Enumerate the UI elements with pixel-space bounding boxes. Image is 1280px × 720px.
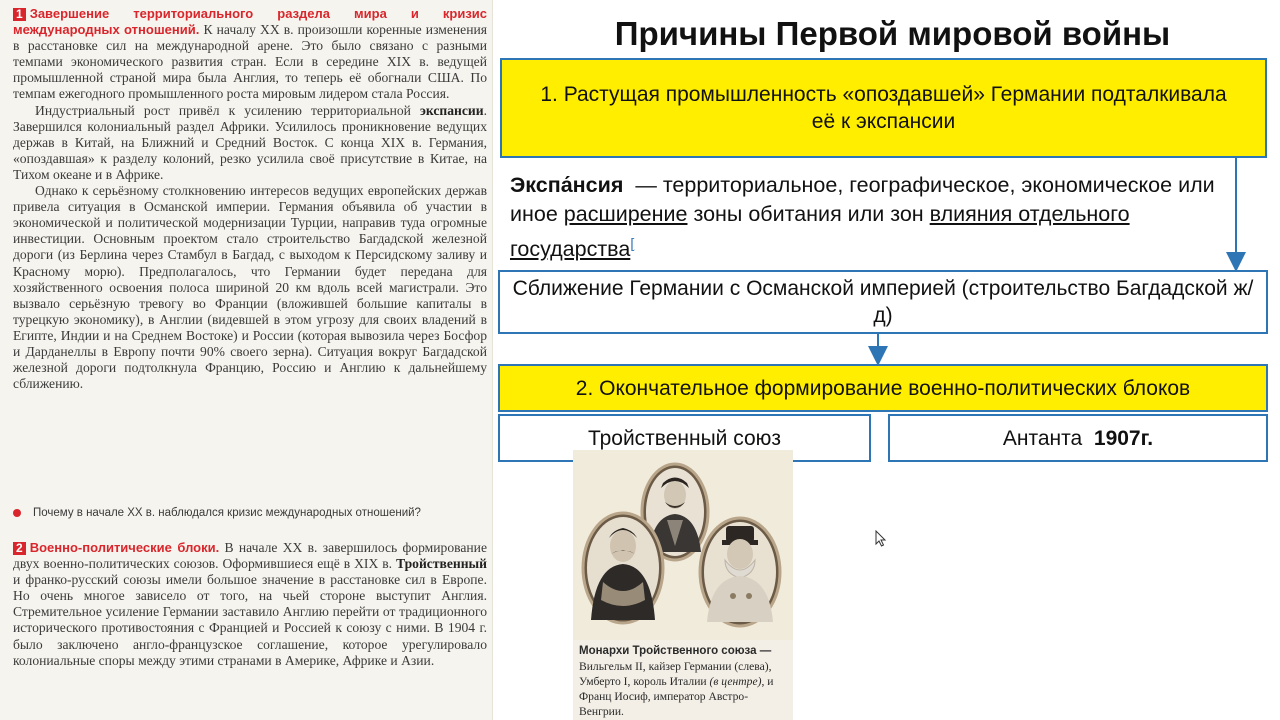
cause-2-text: 2. Окончательное формирование военно-политических блоков (575, 376, 1191, 400)
link-vliyaniya[interactable]: влияния отдельного государства (510, 202, 1130, 262)
question-bullet-icon (13, 509, 21, 517)
photo-caption (579, 643, 791, 719)
cause-1-box (500, 58, 1267, 158)
section-2-text-start: В начале XX в. завершилось формирование двух военно-политических союзов. Оформившиеся ещё в XIX в. (13, 540, 487, 572)
link-rasshirenie[interactable]: расширение (563, 202, 688, 226)
question-text: Почему в начале XX в. наблюдался кризис международных отношений? (33, 507, 421, 519)
section-1-paragraph (13, 6, 487, 103)
ottoman-text: Сближение Германии с Османской империей (строительство Багдадской ж/д) (512, 277, 1254, 327)
cause-2-box (498, 364, 1268, 412)
entente-year: 1907г. (1093, 426, 1154, 450)
section-1 (13, 6, 487, 392)
caption-title: Монархи Тройственного союза — (579, 645, 772, 657)
definition-text-2: зоны обитания или зон (693, 202, 924, 226)
caption-text: Вильгельм II, кайзер Германии (слева), Умберто I, король Италии (579, 660, 772, 688)
term-triple: Тройственный (396, 556, 487, 572)
term-expansion: экспансии (420, 102, 484, 118)
paragraph-2-end: . Завершился колониальный раздел Африки. Усилилось проникновение ведущих держав в Китай, на Ближний и Средний Восток. С конца XIX в. Германия, «опоздавшая» к разделу колоний, резко усилила своё присутствие в Китае, на Тихом океане и в Африке. (13, 102, 487, 182)
section-1-text: К началу XX в. произошли коренные изменения в расстановке сил на международной арене. Это было связано с разными темпами экономического развития стран. Если в середине XIX в. ведущей промышленной страной мира была Англия, то теперь её обогнали США. По темпам ежегодного промышленного роста мировым лидером стала Россия. (13, 22, 487, 102)
textbook-page (0, 0, 493, 720)
entente-box (888, 414, 1268, 462)
section-2-paragraph (13, 540, 487, 669)
section-2-number: 2 (13, 542, 26, 555)
monarchs-photo (573, 450, 793, 720)
slide-title: Причины Первой мировой войны (614, 15, 1171, 52)
monarch-portraits (573, 450, 793, 640)
section-1-title: Завершение территориального раздела мира и кризис международных отношений. (13, 6, 487, 38)
section-1-paragraph-3: Однако к серьёзному столкновению интересов ведущих европейских держав привела ситуация в Османской империи. Германия объявила об участии в экономической и политической модернизации Турции, направив туда огромные инвестиции. Основным проектом стало строительство Багдадской железной дороги (из Берлина через Стамбул в Багдад, с выходом к Персидскому заливу и Красному морю). Предполагалось, что Германии будет передана для хозяйственного освоения полоса шириной 20 км вдоль всей магистрали. Это вызвало серьёзную тревогу во Франции (вложившей большие капиталы в турецкую экономику), в Англии (видевшей в этом угрозу для своих владений в Египте, Индии и на Среднем Востоке) и России (которая вывозила через Босфор и Дарданеллы в Европу почти 90% своего зерна). Ситуация вокруг Багдадской железной дороги подтолкнула Францию, Россию и Англию к дальнейшему сближению. (13, 183, 487, 392)
entente-text: Антанта (1002, 426, 1083, 450)
portrait-left (583, 513, 663, 623)
paragraph-2-start: Индустриальный рост привёл к усилению территориальной (35, 102, 411, 118)
ottoman-rapprochement-box (498, 270, 1268, 334)
mouse-cursor-icon (875, 530, 887, 548)
section-2-text-end: и франко-русский союзы имели большое значение в расстановке сил в Европе. Но очень многое зависело от того, на чьей стороне выступит Англия. Стремительное усиление Германии заставило Англию перейти от традиционного исторического противостояния с Францией и Россией к союзу с ними. В 1904 г. было заключено англо-французское соглашение, которое урегулировало колониальные споры между этими странами в Америке, Африке и Азии. (13, 572, 487, 668)
caption-end: , и Франц Иосиф, император Австро-Венгрии. (579, 675, 774, 718)
section-1-number: 1 (13, 8, 26, 21)
section-2 (13, 540, 487, 669)
cause-1-text: 1. Растущая промышленность «опоздавшей» Германии подталкивала её к экспансии (540, 83, 1227, 133)
section-2-title: Военно-политические блоки. (29, 540, 220, 555)
triple-alliance-text: Тройственный союз (587, 426, 782, 450)
reference-link[interactable]: [ (630, 235, 635, 251)
definition-term: Экспа́нсия (510, 173, 624, 197)
expansion-definition (510, 171, 1250, 264)
definition-text-1: — территориальное, географическое, экономическое или иное (510, 173, 1215, 226)
caption-center: (в центре) (709, 675, 762, 688)
portrait-right (700, 518, 780, 626)
section-1-paragraph-2 (13, 103, 487, 183)
review-question (13, 505, 487, 521)
